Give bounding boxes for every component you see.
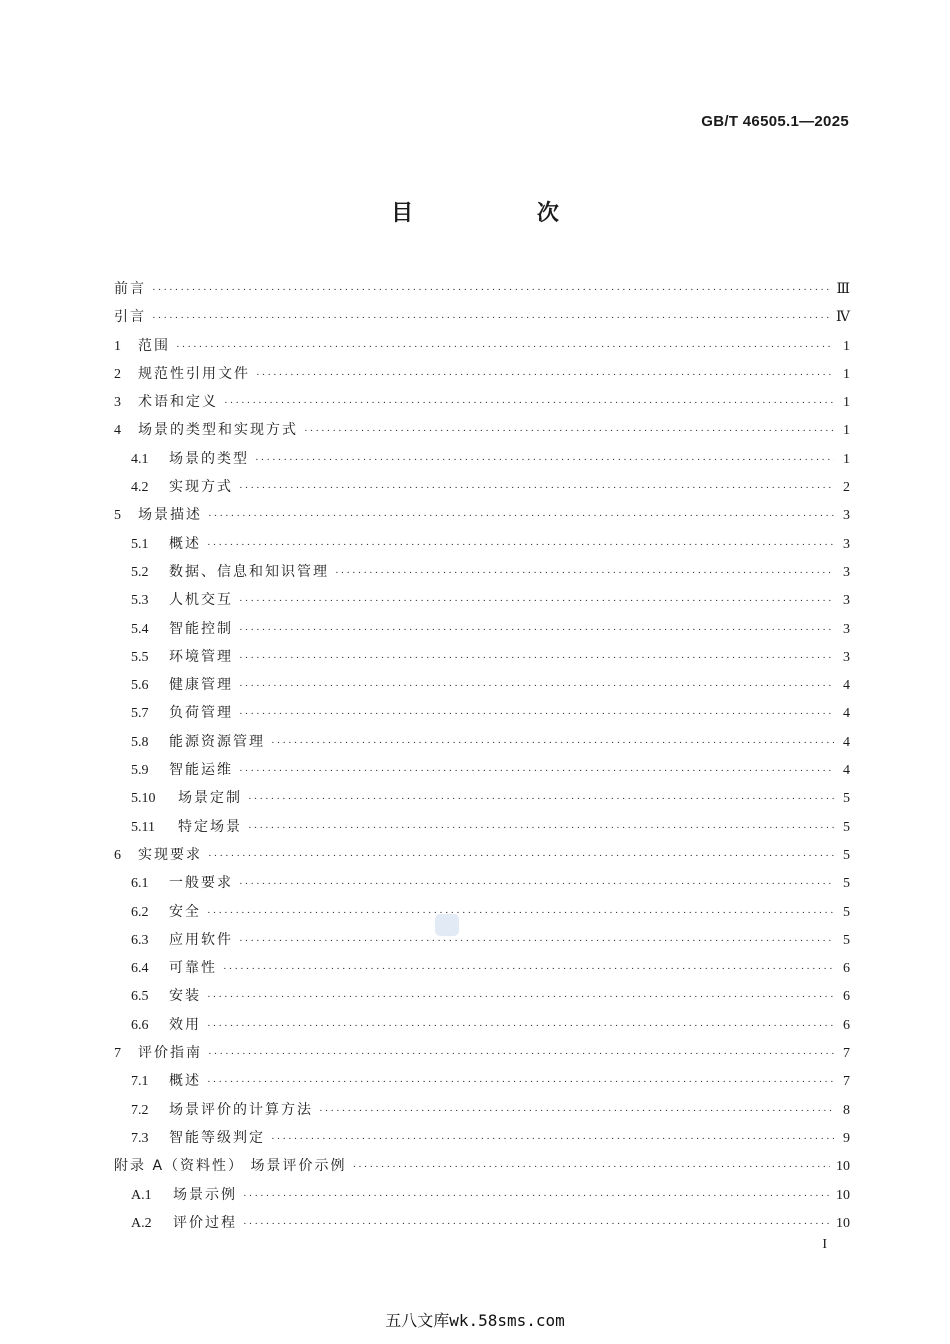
toc-entry-label: 智能等级判定 [169, 1129, 265, 1146]
toc-entry-label: 安全 [169, 903, 201, 920]
toc-dot-leader [248, 814, 834, 842]
toc-dot-leader [176, 333, 834, 361]
toc-dot-leader [239, 870, 834, 898]
footer-site-text: 五八文库wk.58sms.com [385, 1311, 565, 1330]
toc-entry[interactable] [114, 699, 850, 727]
toc-dot-leader [243, 1210, 830, 1238]
toc-dot-leader [207, 1012, 834, 1040]
toc-entry-page: 4 [843, 678, 850, 694]
toc-entry-number: 5.7 [131, 706, 149, 722]
toc-entry-page: 10 [836, 1159, 850, 1175]
toc-entry-page: 6 [843, 961, 850, 977]
toc-dot-leader [239, 700, 834, 728]
toc-dot-leader [243, 1182, 830, 1210]
toc-entry-number: 5 [114, 508, 121, 524]
toc-entry-page: 5 [843, 791, 850, 807]
toc-entry-label: 一般要求 [169, 875, 233, 892]
toc-entry-page: 3 [843, 621, 850, 637]
watermark-logo [435, 914, 459, 936]
toc-entry-number: A.1 [131, 1187, 152, 1203]
toc-dot-leader [256, 361, 834, 389]
toc-entry[interactable] [114, 1067, 850, 1095]
toc-dot-leader [304, 417, 834, 445]
toc-entry-label: 人机交互 [169, 592, 233, 609]
toc-entry-label: 负荷管理 [169, 705, 233, 722]
toc-dot-leader [223, 955, 834, 983]
toc-entry-label: 智能控制 [169, 620, 233, 637]
toc-title: 目 次 [391, 201, 617, 226]
toc-entry[interactable] [114, 926, 850, 954]
toc-entry-label: 规范性引用文件 [138, 365, 250, 382]
toc-entry-label: 场景的类型 [169, 450, 249, 467]
toc-entry-number: 6.3 [131, 932, 149, 948]
toc-dot-leader [255, 446, 834, 474]
toc-entry-page: 7 [843, 1046, 850, 1062]
toc-dot-leader [239, 474, 834, 502]
toc-entry-number: 4.2 [131, 480, 149, 496]
toc-entry-page: 5 [843, 847, 850, 863]
toc-dot-leader [239, 616, 834, 644]
toc-entry-number: 3 [114, 395, 121, 411]
toc-dot-leader [248, 785, 834, 813]
toc-entry-number: 1 [114, 338, 121, 354]
toc-dot-leader [271, 729, 834, 757]
toc-dot-leader [224, 389, 834, 417]
toc-entry[interactable] [114, 1096, 850, 1124]
toc-entry-number: 2 [114, 366, 121, 382]
toc-entry-label: 智能运维 [169, 762, 233, 779]
toc-entry-number: 6 [114, 847, 121, 863]
toc-entry-label: 概述 [169, 535, 201, 552]
toc-entry-page: 3 [843, 536, 850, 552]
toc-entry-label: 概述 [169, 1073, 201, 1090]
toc-entry[interactable] [114, 416, 850, 444]
toc-entry[interactable] [114, 473, 850, 501]
toc-entry[interactable] [114, 1124, 850, 1152]
toc-entry[interactable] [114, 303, 850, 331]
toc-entry-label: 能源资源管理 [169, 733, 265, 750]
toc-entry-number: 7.3 [131, 1130, 149, 1146]
toc-entry-label: 场景评价的计算方法 [169, 1101, 313, 1118]
toc-entry[interactable] [114, 1152, 850, 1180]
toc-entry-number: 5.3 [131, 593, 149, 609]
toc-entry[interactable] [114, 954, 850, 982]
toc-entry-page: 5 [843, 932, 850, 948]
toc-entry-label: 附录 A（资料性） 场景评价示例 [114, 1158, 347, 1175]
toc-entry[interactable] [114, 1181, 850, 1209]
toc-entry-number: 5.8 [131, 734, 149, 750]
toc-entry-number: 4 [114, 423, 121, 439]
toc-entry[interactable] [114, 501, 850, 529]
toc-entry-number: 5.1 [131, 536, 149, 552]
toc-entry-label: 实现方式 [169, 479, 233, 496]
toc-entry-page: 6 [843, 1017, 850, 1033]
toc-entry[interactable] [114, 1039, 850, 1067]
toc-dot-leader [207, 1068, 834, 1096]
toc-entry-page: Ⅲ [836, 282, 850, 297]
toc-dot-leader [319, 1097, 834, 1125]
toc-entry-label: 评价指南 [138, 1045, 202, 1062]
toc-dot-leader [208, 502, 834, 530]
toc-entry-label: 数据、信息和知识管理 [169, 563, 329, 580]
toc-entry[interactable] [114, 841, 850, 869]
toc-entry-number: A.2 [131, 1215, 152, 1231]
toc-entry[interactable] [114, 388, 850, 416]
toc-entry-number: 5.2 [131, 564, 149, 580]
page-number: I [822, 1237, 827, 1252]
toc-entry-page: Ⅳ [836, 310, 850, 326]
toc-entry[interactable] [114, 615, 850, 643]
toc-entry-page: 9 [843, 1130, 850, 1146]
toc-entry-page: 10 [836, 1187, 850, 1203]
toc-entry-number: 5.5 [131, 649, 149, 665]
toc-dot-leader [207, 899, 834, 927]
toc-dot-leader [239, 672, 834, 700]
toc-dot-leader [152, 304, 830, 332]
toc-entry-page: 6 [843, 989, 850, 1005]
toc-entry-page: 7 [843, 1074, 850, 1090]
toc-dot-leader [152, 276, 830, 304]
toc-entry-label: 环境管理 [169, 648, 233, 665]
toc-entry[interactable] [114, 671, 850, 699]
toc-entry-number: 5.10 [131, 791, 156, 807]
toc-entry-number: 6.6 [131, 1017, 149, 1033]
toc-entry-number: 6.4 [131, 961, 149, 977]
toc-entry[interactable] [114, 275, 850, 303]
toc-entry-page: 5 [843, 876, 850, 892]
toc-entry-page: 4 [843, 734, 850, 750]
toc-entry[interactable] [114, 586, 850, 614]
toc-entry-label: 实现要求 [138, 846, 202, 863]
toc-entry-number: 6.1 [131, 876, 149, 892]
toc-dot-leader [207, 983, 834, 1011]
toc-entry-page: 2 [843, 480, 850, 496]
toc-entry[interactable] [114, 530, 850, 558]
toc-entry-label: 评价过程 [173, 1214, 237, 1231]
toc-entry-number: 5.4 [131, 621, 149, 637]
toc-entry-number: 7.1 [131, 1074, 149, 1090]
toc-entry-label: 术语和定义 [138, 394, 218, 411]
toc-entry[interactable] [114, 445, 850, 473]
toc-entry[interactable] [114, 332, 850, 360]
toc-entry-page: 1 [843, 395, 850, 411]
toc-entry-page: 3 [843, 593, 850, 609]
toc-entry-number: 6.5 [131, 989, 149, 1005]
toc-entry-number: 5.11 [131, 819, 155, 835]
toc-entry[interactable] [114, 558, 850, 586]
toc-entry-page: 8 [843, 1102, 850, 1118]
toc-entry-page: 4 [843, 763, 850, 779]
toc-entry[interactable] [114, 1011, 850, 1039]
toc-entry-number: 5.6 [131, 678, 149, 694]
toc-dot-leader [239, 587, 834, 615]
toc-entry-page: 1 [843, 423, 850, 439]
toc-dot-leader [271, 1125, 834, 1153]
toc-entry-label: 场景示例 [173, 1186, 237, 1203]
toc-entry-page: 3 [843, 649, 850, 665]
toc-entry[interactable] [114, 813, 850, 841]
toc-entry-page: 5 [843, 819, 850, 835]
toc-entry[interactable] [114, 784, 850, 812]
toc-entry[interactable] [114, 643, 850, 671]
toc-entry-page: 1 [843, 366, 850, 382]
toc-entry-label: 安装 [169, 988, 201, 1005]
toc-dot-leader [239, 757, 834, 785]
toc-entry-number: 7 [114, 1046, 121, 1062]
toc-dot-leader [239, 644, 834, 672]
toc-entry-label: 引言 [114, 309, 146, 326]
toc-entry-page: 10 [836, 1215, 850, 1231]
toc-entry-page: 4 [843, 706, 850, 722]
toc-entry-label: 特定场景 [178, 818, 242, 835]
toc-entry-page: 3 [843, 564, 850, 580]
toc-dot-leader [208, 842, 834, 870]
toc-entry[interactable] [114, 1209, 850, 1237]
toc-entry-label: 健康管理 [169, 677, 233, 694]
toc-entry[interactable] [114, 728, 850, 756]
toc-dot-leader [335, 559, 834, 587]
toc-entry[interactable] [114, 360, 850, 388]
toc-dot-leader [352, 1153, 830, 1181]
toc-entry[interactable] [114, 982, 850, 1010]
toc-dot-leader [208, 1040, 834, 1068]
toc-entry-number: 6.2 [131, 904, 149, 920]
toc-entry-number: 7.2 [131, 1102, 149, 1118]
toc-entry-label: 可靠性 [169, 960, 217, 977]
toc-dot-leader [207, 531, 834, 559]
toc-entry[interactable] [114, 869, 850, 897]
toc-entry-page: 1 [843, 338, 850, 354]
toc-entry-number: 5.9 [131, 763, 149, 779]
table-of-contents [114, 275, 850, 1237]
toc-entry-page: 3 [843, 508, 850, 524]
toc-entry-label: 应用软件 [169, 931, 233, 948]
toc-entry-page: 5 [843, 904, 850, 920]
toc-entry-page: 1 [843, 451, 850, 467]
toc-entry-number: 4.1 [131, 451, 149, 467]
toc-entry-label: 场景描述 [138, 507, 202, 524]
toc-entry-label: 场景定制 [178, 790, 242, 807]
toc-entry-label: 范围 [138, 337, 170, 354]
toc-entry-label: 前言 [114, 281, 146, 297]
toc-dot-leader [239, 927, 834, 955]
standard-code: GB/T 46505.1—2025 [701, 113, 849, 130]
toc-entry-label: 场景的类型和实现方式 [138, 422, 298, 439]
toc-entry[interactable] [114, 898, 850, 926]
toc-entry-label: 效用 [169, 1016, 201, 1033]
toc-entry[interactable] [114, 756, 850, 784]
